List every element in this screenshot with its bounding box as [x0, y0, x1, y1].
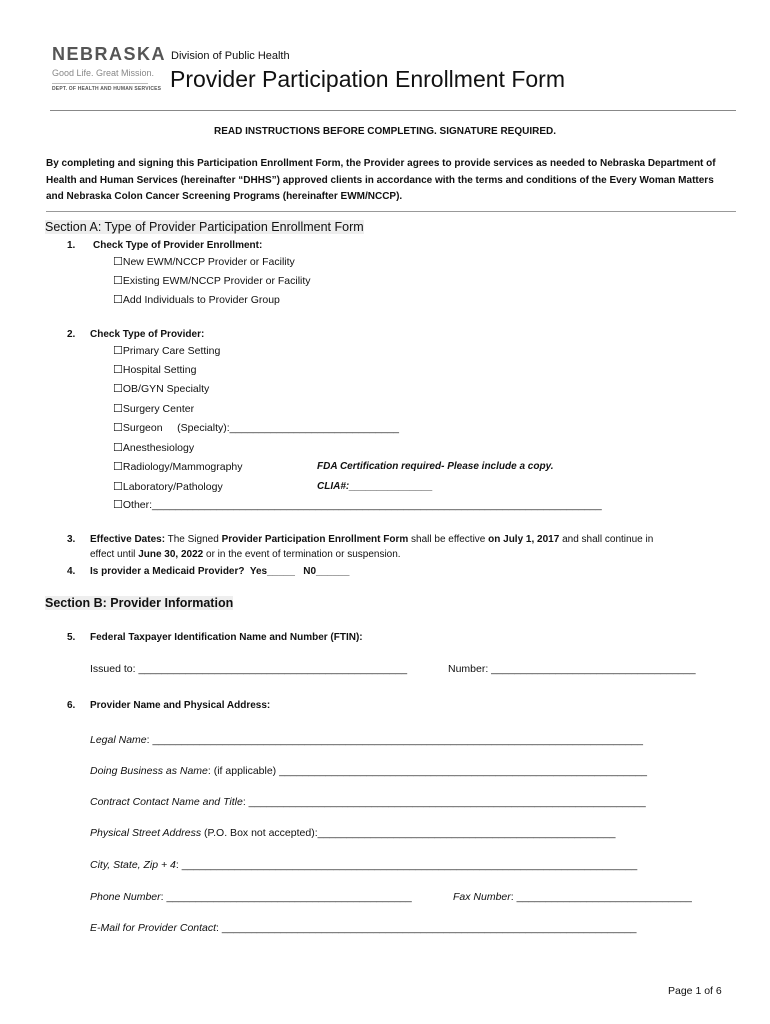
clia-field[interactable]: CLIA#:_______________	[317, 481, 433, 492]
header-divider	[50, 110, 736, 111]
checkbox-icon: ☐	[113, 364, 123, 376]
medicaid-question[interactable]: Is provider a Medicaid Provider? Yes_____ N0______	[90, 566, 350, 577]
checkbox-obgyn[interactable]: ☐OB/GYN Specialty	[113, 383, 210, 395]
q1-label: Check Type of Provider Enrollment:	[93, 240, 263, 251]
contract-contact-field[interactable]: Contract Contact Name and Title: ____________________________________________________________________	[90, 796, 646, 808]
checkbox-hospital[interactable]: ☐Hospital Setting	[113, 364, 197, 376]
checkbox-other[interactable]: ☐Other:_____________________________________________________________________________	[113, 499, 602, 511]
ftin-number-field[interactable]: Number: ___________________________________	[448, 663, 696, 675]
legal-name-field[interactable]: Legal Name: ____________________________________________________________________________________	[90, 734, 643, 746]
checkbox-new-provider[interactable]: ☐New EWM/NCCP Provider or Facility	[113, 256, 295, 268]
logo-name: NEBRASKA	[52, 44, 167, 64]
checkbox-icon: ☐	[113, 294, 123, 306]
logo-divider	[52, 83, 148, 84]
checkbox-surgeon[interactable]: ☐Surgeon (Specialty):_____________________________	[113, 422, 400, 434]
checkbox-primary-care[interactable]: ☐Primary Care Setting	[113, 345, 221, 357]
q1-number: 1.	[67, 240, 76, 251]
q6-label: Provider Name and Physical Address:	[90, 700, 271, 711]
instructions: READ INSTRUCTIONS BEFORE COMPLETING. SIGNATURE REQUIRED.	[213, 126, 557, 137]
checkbox-anesthesiology[interactable]: ☐Anesthesiology	[113, 442, 195, 454]
city-state-zip-field[interactable]: City, State, Zip + 4: ______________________________________________________________________________	[90, 859, 638, 871]
q3-number: 3.	[67, 534, 76, 545]
checkbox-icon: ☐	[113, 383, 123, 395]
checkbox-icon: ☐	[113, 275, 123, 287]
email-field[interactable]: E-Mail for Provider Contact: _______________________________________________________________________	[90, 922, 637, 934]
q2-number: 2.	[67, 329, 76, 340]
checkbox-icon: ☐	[113, 345, 123, 357]
q3-text: Effective Dates: The Signed Provider Participation Enrollment Form shall be effective on July 1, 2017 and shall continue in	[90, 534, 654, 545]
street-address-field[interactable]: Physical Street Address (P.O. Box not accepted):___________________________________________________	[90, 827, 616, 839]
page-number: Page 1 of 6	[668, 985, 722, 997]
checkbox-add-individuals[interactable]: ☐Add Individuals to Provider Group	[113, 294, 280, 306]
logo-tagline: Good Life. Great Mission.	[52, 68, 155, 78]
phone-number-field[interactable]: Phone Number: __________________________________________	[90, 891, 412, 903]
fda-note: FDA Certification required- Please include a copy.	[317, 461, 554, 472]
page-title: Provider Participation Enrollment Form	[170, 66, 565, 92]
checkbox-surgery-center[interactable]: ☐Surgery Center	[113, 403, 195, 415]
q3-text-line2: effect until June 30, 2022 or in the event of termination or suspension.	[90, 549, 401, 560]
checkbox-icon: ☐	[113, 256, 123, 268]
q2-label: Check Type of Provider:	[90, 329, 205, 340]
q6-number: 6.	[67, 700, 76, 711]
checkbox-icon: ☐	[113, 481, 123, 493]
checkbox-radiology[interactable]: ☐Radiology/Mammography	[113, 461, 243, 473]
checkbox-icon: ☐	[113, 442, 123, 454]
checkbox-icon: ☐	[113, 499, 123, 511]
section-b-title: Section B: Provider Information	[45, 596, 234, 610]
q4-number: 4.	[67, 566, 76, 577]
q5-number: 5.	[67, 632, 76, 643]
section-divider	[46, 211, 736, 212]
checkbox-icon: ☐	[113, 403, 123, 415]
dba-name-field[interactable]: Doing Business as Name: (if applicable) _______________________________________________________________	[90, 765, 647, 777]
fax-number-field[interactable]: Fax Number: ______________________________	[453, 891, 692, 903]
checkbox-icon: ☐	[113, 461, 123, 473]
ftin-issued-field[interactable]: Issued to: ______________________________________________	[90, 663, 408, 675]
checkbox-laboratory[interactable]: ☐Laboratory/Pathology	[113, 481, 223, 493]
division-name: Division of Public Health	[171, 50, 290, 62]
q5-label: Federal Taxpayer Identification Name and Number (FTIN):	[90, 632, 363, 643]
logo-dept: DEPT. OF HEALTH AND HUMAN SERVICES	[52, 86, 162, 92]
intro-paragraph: By completing and signing this Participation Enrollment Form, the Provider agrees to provide services as needed to Nebraska Department of Health and Human Services (hereinafter “DHHS”) approved clients in accordance with the terms and conditions of the Every Woman Matters and Nebraska Colon Cancer Screening Programs (hereinafter EWM/NCCP).	[46, 158, 716, 202]
checkbox-icon: ☐	[113, 422, 123, 434]
section-a-title: Section A: Type of Provider Participation Enrollment Form	[45, 220, 364, 234]
checkbox-existing-provider[interactable]: ☐Existing EWM/NCCP Provider or Facility	[113, 275, 311, 287]
